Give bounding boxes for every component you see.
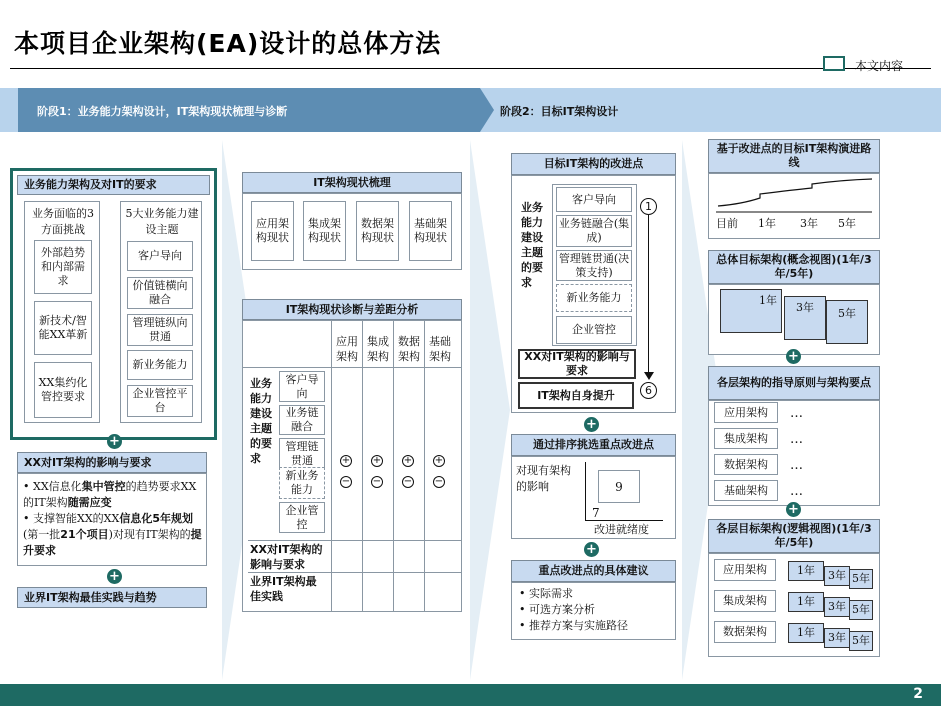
improve-item: 新业务能力 (556, 284, 632, 312)
improve-item: 企业管控 (556, 316, 632, 344)
self-improve-box: IT架构自身提升 (518, 382, 634, 409)
logical-year: 1年 (788, 561, 824, 581)
plus-circle-icon: + (403, 455, 413, 466)
marker-circle-top: 1 (640, 198, 657, 215)
principle-item: 基础架构 (714, 480, 778, 501)
detail-item: • 可选方案分析 (519, 603, 595, 616)
logical-year: 5年 (849, 631, 873, 651)
roadmap-tick: 目前 (716, 217, 738, 230)
row-item: 企业管控 (279, 502, 325, 533)
arrow-line (648, 215, 649, 378)
impact-header: XX对IT架构的影响与要求 (17, 452, 207, 473)
logical-year: 5年 (849, 569, 873, 589)
grid-line (248, 540, 462, 541)
grid-line (362, 320, 363, 612)
logical-year: 1年 (788, 592, 824, 612)
gap-analysis-header: IT架构现状诊断与差距分析 (242, 299, 462, 320)
challenges-title: 业务面临的3方面挑战 (32, 207, 94, 236)
plus-circle-icon: + (372, 455, 382, 466)
impact-box: XX对IT架构的影响与要求 (518, 349, 636, 379)
plus-circle-icon: + (434, 455, 444, 466)
status-item: 集成架构现状 (303, 201, 346, 261)
logical-item: 应用架构 (714, 559, 776, 581)
roadmap-header: 基于改进点的目标IT架构演进路线 (708, 139, 880, 173)
logical-year: 3年 (824, 566, 850, 586)
logical-year: 1年 (788, 623, 824, 643)
status-header: IT架构现状梳理 (242, 172, 462, 193)
impact-bullet-1: • XX信息化集中管控的趋势要求XX的IT架构随需应变 (23, 480, 197, 509)
grid-line (393, 320, 394, 612)
row-impact-label: XX对IT架构的影响与要求 (250, 543, 323, 571)
concept-year-box: 3年 (784, 296, 826, 340)
theme-item: 企业管控平台 (127, 385, 193, 417)
principles-header: 各层架构的指导原则与架构要点 (708, 366, 880, 400)
principle-ellipsis: … (790, 458, 803, 473)
principle-item: 数据架构 (714, 454, 778, 475)
footer-bar (0, 684, 941, 706)
theme-item: 新业务能力 (127, 350, 193, 380)
detail-header: 重点改进点的具体建议 (511, 560, 676, 582)
challenge-item: 新技术/智能XX革新 (34, 301, 92, 355)
row-best-label: 业界IT架构最佳实践 (250, 575, 317, 603)
impact-bullet-2: • 支撑智能XX的XX信息化5年规划(第一批21个项目)对现有IT架构的提升要求 (23, 512, 202, 557)
roadmap-curve (712, 176, 876, 218)
theme-item: 客户导向 (127, 241, 193, 271)
status-item: 应用架构现状 (251, 201, 294, 261)
side-label: 业务能力建设主题的要求 (521, 201, 543, 289)
detail-item: • 推荐方案与实施路径 (519, 619, 628, 632)
matrix-low-value: 7 (592, 506, 600, 520)
detail-item: • 实际需求 (519, 587, 573, 600)
minus-circle-icon: − (372, 476, 382, 487)
theme-item: 管理链纵向贯通 (127, 314, 193, 346)
plus-circle-icon: + (341, 455, 351, 466)
minus-circle-icon: − (403, 476, 413, 487)
concept-year-box: 1年 (720, 289, 782, 333)
matrix-y-axis (585, 462, 586, 520)
target-improve-header: 目标IT架构的改进点 (511, 153, 676, 175)
col-header: 数据架构 (398, 335, 420, 363)
principle-item: 应用架构 (714, 402, 778, 423)
principle-ellipsis: … (790, 406, 803, 421)
principle-ellipsis: … (790, 432, 803, 447)
row-group-label: 业务能力建设主题的要求 (250, 377, 272, 465)
challenge-item: 外部趋势和内部需求 (34, 240, 92, 294)
plus-icon: + (584, 417, 599, 432)
arrow-down-icon (644, 372, 654, 380)
title-divider (10, 68, 931, 69)
row-item: 客户导向 (279, 371, 325, 402)
status-item: 基础架构现状 (409, 201, 452, 261)
row-item: 新业务能力 (279, 467, 325, 499)
concept-header: 总体目标架构(概念视图)(1年/3年/5年) (708, 250, 880, 284)
matrix-xlabel: 改进就绪度 (594, 523, 649, 536)
plus-icon: + (107, 434, 122, 449)
logical-year: 3年 (824, 628, 850, 648)
grid-line (242, 367, 462, 368)
minus-circle-icon: − (341, 476, 351, 487)
principle-item: 集成架构 (714, 428, 778, 449)
logical-header: 各层目标架构(逻辑视图)(1年/3年/5年) (708, 519, 880, 553)
plus-icon: + (107, 569, 122, 584)
row-item: 管理链贯通 (279, 438, 325, 470)
matrix-quadrant: 9 (598, 470, 640, 503)
logical-item: 集成架构 (714, 590, 776, 612)
roadmap-tick: 5年 (838, 217, 856, 230)
col-header: 应用架构 (336, 335, 358, 363)
roadmap-tick: 1年 (758, 217, 776, 230)
col-header: 基础架构 (429, 335, 451, 363)
minus-circle-icon: − (434, 476, 444, 487)
col-header: 集成架构 (367, 335, 389, 363)
logical-year: 3年 (824, 597, 850, 617)
theme-item: 价值链横向融合 (127, 277, 193, 309)
marker-circle-bottom: 6 (640, 382, 657, 399)
themes-title: 5大业务能力建设主题 (125, 207, 199, 236)
improve-item: 管理链贯通(决策支持) (556, 250, 632, 281)
page-title: 本项目企业架构(EA)设计的总体方法 (14, 29, 442, 58)
status-item: 数据架构现状 (356, 201, 399, 261)
logical-item: 数据架构 (714, 621, 776, 643)
improve-item: 业务链融合(集成) (556, 215, 632, 247)
challenge-item: XX集约化管控要求 (34, 362, 92, 418)
concept-year-box: 5年 (826, 300, 868, 344)
grid-line (248, 572, 462, 573)
plus-icon: + (786, 349, 801, 364)
matrix-ylabel: 对现有架构的影响 (516, 464, 571, 493)
stage2-label: 阶段2：目标IT架构设计 (500, 105, 619, 118)
legend-label: 本文内容 (855, 59, 904, 73)
stage1-label: 阶段1：业务能力架构设计，IT架构现状梳理与诊断 (37, 105, 288, 118)
best-practice-header: 业界IT架构最佳实践与趋势 (17, 587, 207, 608)
roadmap-tick: 3年 (800, 217, 818, 230)
grid-line (424, 320, 425, 612)
legend-swatch (823, 56, 845, 71)
logical-year: 5年 (849, 600, 873, 620)
improve-item: 客户导向 (556, 187, 632, 212)
row-item: 业务链融合 (279, 405, 325, 435)
plus-icon: + (584, 542, 599, 557)
principle-ellipsis: … (790, 484, 803, 499)
priority-header: 通过排序挑选重点改进点 (511, 434, 676, 456)
plus-icon: + (786, 502, 801, 517)
biz-capability-header: 业务能力架构及对IT的要求 (17, 175, 210, 195)
page-number: 2 (913, 686, 923, 702)
